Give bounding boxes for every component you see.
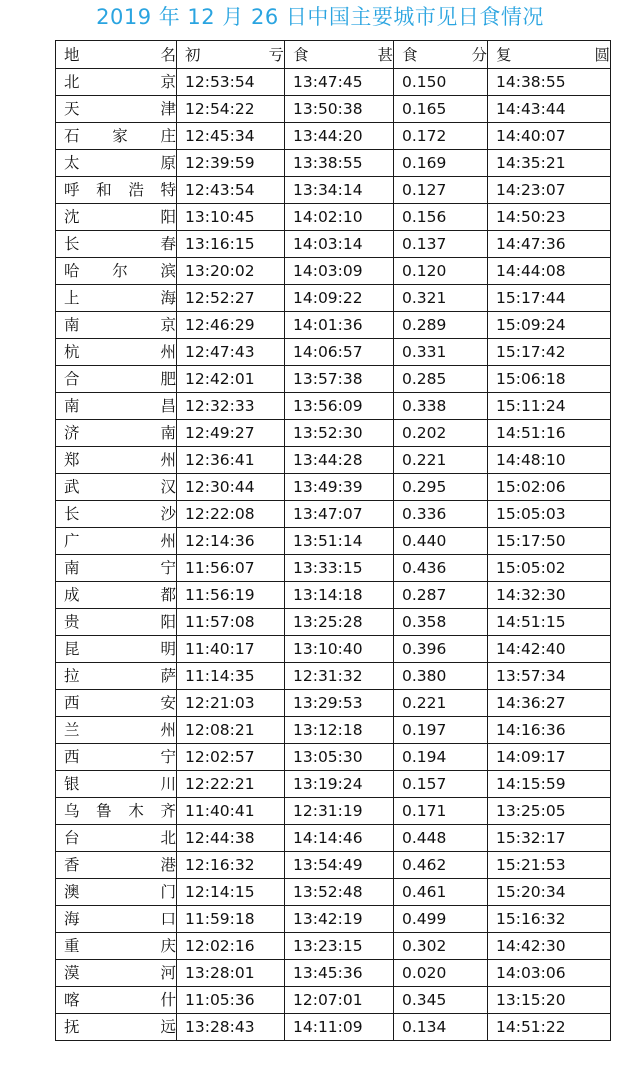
table-body (56, 69, 611, 1041)
table-row (56, 987, 611, 1014)
last-contact-cell: 14:51:16 (488, 420, 611, 447)
magnitude-cell: 0.171 (394, 798, 488, 825)
magnitude-cell: 0.287 (394, 582, 488, 609)
last-contact-cell: 14:50:23 (488, 204, 611, 231)
city-cell: 石家庄 (56, 123, 177, 150)
last-contact-cell: 14:35:21 (488, 150, 611, 177)
magnitude-cell: 0.448 (394, 825, 488, 852)
city-cell: 长沙 (56, 501, 177, 528)
magnitude-cell: 0.380 (394, 663, 488, 690)
magnitude-cell: 0.461 (394, 879, 488, 906)
last-contact-cell: 15:02:06 (488, 474, 611, 501)
last-contact-cell: 14:48:10 (488, 447, 611, 474)
magnitude-cell: 0.137 (394, 231, 488, 258)
first-contact-cell: 12:44:38 (177, 825, 285, 852)
max-eclipse-cell: 13:45:36 (285, 960, 394, 987)
magnitude-cell: 0.156 (394, 204, 488, 231)
table-row (56, 258, 611, 285)
last-contact-cell: 15:16:32 (488, 906, 611, 933)
first-contact-cell: 13:10:45 (177, 204, 285, 231)
max-eclipse-cell: 13:14:18 (285, 582, 394, 609)
table-row (56, 501, 611, 528)
magnitude-cell: 0.336 (394, 501, 488, 528)
max-eclipse-cell: 13:52:48 (285, 879, 394, 906)
first-contact-cell: 12:14:15 (177, 879, 285, 906)
first-contact-cell: 11:56:07 (177, 555, 285, 582)
city-cell: 贵阳 (56, 609, 177, 636)
max-eclipse-cell: 12:31:19 (285, 798, 394, 825)
magnitude-cell: 0.221 (394, 690, 488, 717)
first-contact-cell: 12:02:16 (177, 933, 285, 960)
city-cell: 天津 (56, 96, 177, 123)
magnitude-cell: 0.165 (394, 96, 488, 123)
last-contact-cell: 14:47:36 (488, 231, 611, 258)
last-contact-cell: 14:32:30 (488, 582, 611, 609)
last-contact-cell: 14:03:06 (488, 960, 611, 987)
last-contact-cell: 15:09:24 (488, 312, 611, 339)
max-eclipse-cell: 13:10:40 (285, 636, 394, 663)
magnitude-cell: 0.020 (394, 960, 488, 987)
first-contact-cell: 12:54:22 (177, 96, 285, 123)
table-header-row (56, 41, 611, 69)
city-cell: 长春 (56, 231, 177, 258)
table-row (56, 798, 611, 825)
magnitude-cell: 0.462 (394, 852, 488, 879)
max-eclipse-cell: 13:42:19 (285, 906, 394, 933)
max-eclipse-cell: 14:14:46 (285, 825, 394, 852)
max-eclipse-cell: 14:06:57 (285, 339, 394, 366)
first-contact-cell: 13:28:01 (177, 960, 285, 987)
city-cell: 南昌 (56, 393, 177, 420)
max-eclipse-cell: 13:19:24 (285, 771, 394, 798)
city-cell: 西安 (56, 690, 177, 717)
first-contact-cell: 12:53:54 (177, 69, 285, 96)
max-eclipse-cell: 13:47:07 (285, 501, 394, 528)
first-contact-cell: 11:40:17 (177, 636, 285, 663)
table-row (56, 312, 611, 339)
city-cell: 合肥 (56, 366, 177, 393)
first-contact-cell: 12:22:21 (177, 771, 285, 798)
table-row (56, 1014, 611, 1041)
city-cell: 武汉 (56, 474, 177, 501)
table-row (56, 825, 611, 852)
city-cell: 台北 (56, 825, 177, 852)
table-row (56, 204, 611, 231)
first-contact-cell: 11:59:18 (177, 906, 285, 933)
header-city: 地 名 (56, 41, 177, 69)
max-eclipse-cell: 13:49:39 (285, 474, 394, 501)
magnitude-cell: 0.172 (394, 123, 488, 150)
city-cell: 呼和浩特 (56, 177, 177, 204)
magnitude-cell: 0.157 (394, 771, 488, 798)
table-row (56, 609, 611, 636)
magnitude-cell: 0.120 (394, 258, 488, 285)
max-eclipse-cell: 13:05:30 (285, 744, 394, 771)
last-contact-cell: 15:17:42 (488, 339, 611, 366)
first-contact-cell: 13:16:15 (177, 231, 285, 258)
table-row (56, 420, 611, 447)
magnitude-cell: 0.302 (394, 933, 488, 960)
max-eclipse-cell: 12:07:01 (285, 987, 394, 1014)
table-row (56, 771, 611, 798)
first-contact-cell: 12:46:29 (177, 312, 285, 339)
max-eclipse-cell: 13:51:14 (285, 528, 394, 555)
header-magnitude: 食 分 (394, 41, 488, 69)
table-row (56, 528, 611, 555)
magnitude-cell: 0.194 (394, 744, 488, 771)
city-cell: 济南 (56, 420, 177, 447)
table-row (56, 906, 611, 933)
magnitude-cell: 0.285 (394, 366, 488, 393)
magnitude-cell: 0.134 (394, 1014, 488, 1041)
magnitude-cell: 0.499 (394, 906, 488, 933)
magnitude-cell: 0.331 (394, 339, 488, 366)
city-cell: 北京 (56, 69, 177, 96)
city-cell: 喀什 (56, 987, 177, 1014)
max-eclipse-cell: 12:31:32 (285, 663, 394, 690)
city-cell: 海口 (56, 906, 177, 933)
first-contact-cell: 12:39:59 (177, 150, 285, 177)
magnitude-cell: 0.202 (394, 420, 488, 447)
table-row (56, 285, 611, 312)
first-contact-cell: 12:42:01 (177, 366, 285, 393)
max-eclipse-cell: 13:29:53 (285, 690, 394, 717)
city-cell: 哈尔滨 (56, 258, 177, 285)
first-contact-cell: 11:14:35 (177, 663, 285, 690)
table-row (56, 852, 611, 879)
city-cell: 杭州 (56, 339, 177, 366)
first-contact-cell: 12:45:34 (177, 123, 285, 150)
last-contact-cell: 14:36:27 (488, 690, 611, 717)
magnitude-cell: 0.338 (394, 393, 488, 420)
first-contact-cell: 12:22:08 (177, 501, 285, 528)
table-row (56, 879, 611, 906)
magnitude-cell: 0.345 (394, 987, 488, 1014)
max-eclipse-cell: 13:23:15 (285, 933, 394, 960)
table-row (56, 960, 611, 987)
city-cell: 兰州 (56, 717, 177, 744)
last-contact-cell: 14:38:55 (488, 69, 611, 96)
city-cell: 香港 (56, 852, 177, 879)
table-row (56, 150, 611, 177)
magnitude-cell: 0.295 (394, 474, 488, 501)
last-contact-cell: 14:16:36 (488, 717, 611, 744)
eclipse-table (55, 40, 611, 1041)
city-cell: 银川 (56, 771, 177, 798)
magnitude-cell: 0.221 (394, 447, 488, 474)
first-contact-cell: 13:28:43 (177, 1014, 285, 1041)
table-row (56, 366, 611, 393)
city-cell: 太原 (56, 150, 177, 177)
header-max-eclipse: 食 甚 (285, 41, 394, 69)
first-contact-cell: 12:52:27 (177, 285, 285, 312)
first-contact-cell: 12:30:44 (177, 474, 285, 501)
city-cell: 郑州 (56, 447, 177, 474)
city-cell: 沈阳 (56, 204, 177, 231)
city-cell: 上海 (56, 285, 177, 312)
first-contact-cell: 12:49:27 (177, 420, 285, 447)
max-eclipse-cell: 14:09:22 (285, 285, 394, 312)
table-row (56, 582, 611, 609)
city-cell: 成都 (56, 582, 177, 609)
magnitude-cell: 0.440 (394, 528, 488, 555)
first-contact-cell: 12:08:21 (177, 717, 285, 744)
city-cell: 广州 (56, 528, 177, 555)
magnitude-cell: 0.321 (394, 285, 488, 312)
max-eclipse-cell: 13:44:20 (285, 123, 394, 150)
table-row (56, 123, 611, 150)
last-contact-cell: 13:57:34 (488, 663, 611, 690)
city-cell: 重庆 (56, 933, 177, 960)
first-contact-cell: 12:43:54 (177, 177, 285, 204)
magnitude-cell: 0.358 (394, 609, 488, 636)
table-row (56, 231, 611, 258)
table-row (56, 636, 611, 663)
last-contact-cell: 13:25:05 (488, 798, 611, 825)
magnitude-cell: 0.169 (394, 150, 488, 177)
last-contact-cell: 14:51:15 (488, 609, 611, 636)
last-contact-cell: 14:15:59 (488, 771, 611, 798)
max-eclipse-cell: 13:38:55 (285, 150, 394, 177)
last-contact-cell: 14:23:07 (488, 177, 611, 204)
max-eclipse-cell: 13:56:09 (285, 393, 394, 420)
max-eclipse-cell: 13:25:28 (285, 609, 394, 636)
last-contact-cell: 15:32:17 (488, 825, 611, 852)
table-row (56, 690, 611, 717)
page-title: 2019 年 12 月 26 日中国主要城市见日食情况 (96, 5, 544, 29)
city-cell: 南宁 (56, 555, 177, 582)
max-eclipse-cell: 13:47:45 (285, 69, 394, 96)
city-cell: 漠河 (56, 960, 177, 987)
table-row (56, 69, 611, 96)
table-row (56, 555, 611, 582)
first-contact-cell: 12:21:03 (177, 690, 285, 717)
last-contact-cell: 15:21:53 (488, 852, 611, 879)
last-contact-cell: 14:43:44 (488, 96, 611, 123)
magnitude-cell: 0.396 (394, 636, 488, 663)
table-row (56, 393, 611, 420)
table-row (56, 663, 611, 690)
first-contact-cell: 12:02:57 (177, 744, 285, 771)
city-cell: 拉萨 (56, 663, 177, 690)
city-cell: 西宁 (56, 744, 177, 771)
last-contact-cell: 14:51:22 (488, 1014, 611, 1041)
city-cell: 昆明 (56, 636, 177, 663)
first-contact-cell: 12:32:33 (177, 393, 285, 420)
last-contact-cell: 15:11:24 (488, 393, 611, 420)
first-contact-cell: 12:47:43 (177, 339, 285, 366)
max-eclipse-cell: 14:03:09 (285, 258, 394, 285)
magnitude-cell: 0.127 (394, 177, 488, 204)
table-row (56, 177, 611, 204)
last-contact-cell: 15:20:34 (488, 879, 611, 906)
last-contact-cell: 15:06:18 (488, 366, 611, 393)
last-contact-cell: 15:05:02 (488, 555, 611, 582)
max-eclipse-cell: 13:54:49 (285, 852, 394, 879)
max-eclipse-cell: 13:34:14 (285, 177, 394, 204)
last-contact-cell: 14:40:07 (488, 123, 611, 150)
header-first-contact: 初 亏 (177, 41, 285, 69)
city-cell: 乌鲁木齐 (56, 798, 177, 825)
table-row (56, 96, 611, 123)
table-row (56, 447, 611, 474)
first-contact-cell: 13:20:02 (177, 258, 285, 285)
city-cell: 南京 (56, 312, 177, 339)
first-contact-cell: 11:05:36 (177, 987, 285, 1014)
max-eclipse-cell: 13:57:38 (285, 366, 394, 393)
first-contact-cell: 12:16:32 (177, 852, 285, 879)
last-contact-cell: 13:15:20 (488, 987, 611, 1014)
magnitude-cell: 0.150 (394, 69, 488, 96)
magnitude-cell: 0.436 (394, 555, 488, 582)
first-contact-cell: 12:14:36 (177, 528, 285, 555)
last-contact-cell: 15:17:44 (488, 285, 611, 312)
first-contact-cell: 11:57:08 (177, 609, 285, 636)
max-eclipse-cell: 14:01:36 (285, 312, 394, 339)
last-contact-cell: 14:42:40 (488, 636, 611, 663)
table-row (56, 744, 611, 771)
last-contact-cell: 14:42:30 (488, 933, 611, 960)
last-contact-cell: 15:17:50 (488, 528, 611, 555)
max-eclipse-cell: 13:12:18 (285, 717, 394, 744)
magnitude-cell: 0.197 (394, 717, 488, 744)
first-contact-cell: 11:40:41 (177, 798, 285, 825)
max-eclipse-cell: 14:02:10 (285, 204, 394, 231)
city-cell: 抚远 (56, 1014, 177, 1041)
max-eclipse-cell: 13:50:38 (285, 96, 394, 123)
table-row (56, 717, 611, 744)
table-row (56, 474, 611, 501)
max-eclipse-cell: 14:11:09 (285, 1014, 394, 1041)
table-row (56, 933, 611, 960)
last-contact-cell: 14:44:08 (488, 258, 611, 285)
city-cell: 澳门 (56, 879, 177, 906)
max-eclipse-cell: 13:52:30 (285, 420, 394, 447)
table-row (56, 339, 611, 366)
max-eclipse-cell: 14:03:14 (285, 231, 394, 258)
last-contact-cell: 15:05:03 (488, 501, 611, 528)
magnitude-cell: 0.289 (394, 312, 488, 339)
last-contact-cell: 14:09:17 (488, 744, 611, 771)
first-contact-cell: 12:36:41 (177, 447, 285, 474)
max-eclipse-cell: 13:33:15 (285, 555, 394, 582)
first-contact-cell: 11:56:19 (177, 582, 285, 609)
max-eclipse-cell: 13:44:28 (285, 447, 394, 474)
header-last-contact: 复 圆 (488, 41, 611, 69)
